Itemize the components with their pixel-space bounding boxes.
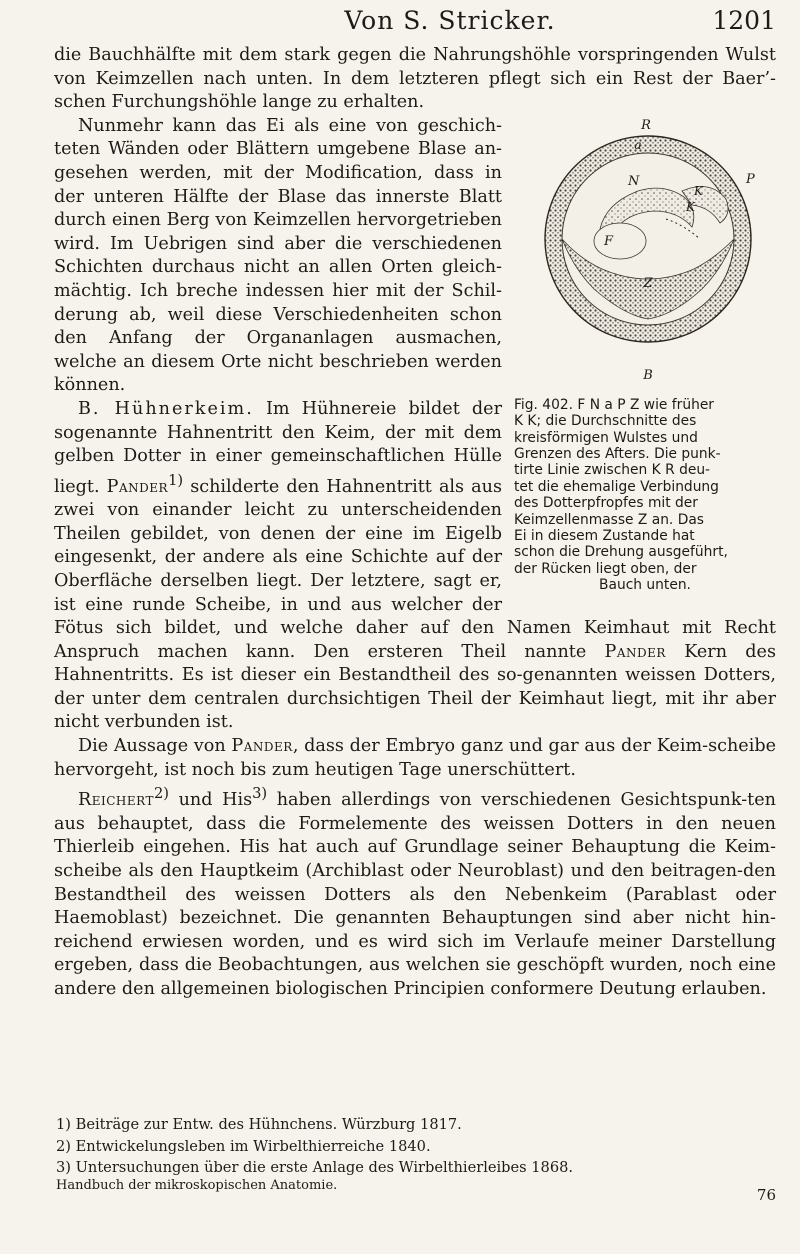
label-a: a <box>634 137 642 152</box>
egg-section-illustration <box>514 119 776 395</box>
label-f: F <box>604 233 614 249</box>
caption-line: der Rücken liegt oben, der <box>514 560 697 577</box>
footnote-ref: 1) <box>168 471 184 489</box>
cavity-f <box>594 223 646 259</box>
label-k-upper: K <box>694 183 703 198</box>
caption-line: des Dotterpfropfes mit der <box>514 495 698 512</box>
label-r: R <box>641 118 651 133</box>
caption-line: kreisförmigen Wulstes und <box>514 429 698 446</box>
figure-402 <box>514 119 776 594</box>
caption-line: tirte Linie zwischen K R deu- <box>514 462 711 479</box>
page-number: 1201 <box>712 6 776 35</box>
footnotes <box>56 1114 776 1179</box>
caption-line: Keimzellenmasse Z an. Das <box>514 511 704 528</box>
label-p: P <box>746 171 755 187</box>
running-head <box>0 4 800 44</box>
caption-line: schon die Drehung ausgeführt, <box>514 544 728 561</box>
book-title: Handbuch der mikroskopischen Anatomie. <box>56 1178 338 1193</box>
paragraph-2: Nunmehr kann das Ei als eine von geschich-teten Wänden oder Blättern umgebene Blase an-gesehen werden, mit der Modification, dass in der unteren Hälfte der Blase das innerste Blatt durch einen Berg von Keimzellen hervorgetrieben wird. Im Uebrigen sind aber die verschiedenen Schichten durchaus nicht an allen Orten gleich-mächtig. Ich breche indessen hier mit der Schil-derung ab, weil diese Verschiedenheiten schon den Anfang der Organanlagen ausmachen, welche an diesem Orte nicht beschrieben werden können. <box>54 115 502 396</box>
footnote-ref: 3) <box>252 785 268 803</box>
footnote: 1) Beiträge zur Entw. des Hühnchens. Würzburg 1817. <box>56 1116 462 1133</box>
body-text <box>54 44 776 1001</box>
author-pander: Pander <box>106 476 169 497</box>
caption-line: Grenzen des Afters. Die punk- <box>514 446 721 462</box>
figure-caption <box>514 397 776 594</box>
paragraph-3: B. Hühnerkeim. Im Hühnereie bildet der sogenannte Hahnentritt den Keim, der mit dem gelben Dotter in einer gemeinschaftlichen Hülle liegt. Pander$^{1)}$ schilderte den Hahnentritt als aus zwei von einander leicht zu unterscheidenden Theilen gebildet, von denen der eine im Eigelb eingesenkt, der andere als eine Schichte auf der Oberfläche derselben liegt. Der letztere, sagt er, ist eine runde Scheibe, in und aus welcher der Fötus sich bildet, und welche daher auf den Namen Keimhaut mit Recht Anspruch machen kann. Den ersteren Theil nannte Pander Kern des Hahnentritts. Es ist dieser ein Bestandtheil des so-genannten weissen Dotters, der unter dem centralen durchsichtigen Theil der Keimhaut liegt, mit ihr aber nicht verbunden ist. <box>54 398 776 733</box>
label-k-lower: K <box>686 199 695 214</box>
footnote: 3) Untersuchungen über die erste Anlage des Wirbelthierleibes 1868. <box>56 1159 574 1176</box>
sheet-signature: 76 <box>756 1186 776 1204</box>
label-z: Z <box>643 275 653 291</box>
footnote-ref: 2) <box>153 785 170 803</box>
running-head-title: Von S. Stricker. <box>344 6 556 35</box>
section-heading: B. Hühnerkeim. <box>78 398 254 419</box>
caption-line: Fig. 402. F N a P Z wie früher <box>514 396 714 413</box>
author-pander: Pander <box>231 736 293 757</box>
paragraph-4: Die Aussage von Pander, dass der Embryo ganz und gar aus der Keim-scheibe hervorgeht, ist noch bis zum heutigen Tage unerschüttert. <box>54 736 777 780</box>
caption-line: Bauch unten. <box>599 577 691 594</box>
caption-line: Ei in diesem Zustande hat <box>514 528 695 545</box>
footnote: 2) Entwickelungsleben im Wirbelthierreiche 1840. <box>56 1137 431 1155</box>
page-footer <box>56 1178 776 1204</box>
label-b: B <box>643 367 653 383</box>
author-pander: Pander <box>604 641 666 662</box>
caption-line: tet die ehemalige Verbindung <box>514 478 719 495</box>
paragraph-5: Reichert$^{2)}$ und His$^{3)}$ haben allerdings von verschiedenen Gesichtspunk-ten aus behauptet, dass die Formelemente des weissen Dotters in den neuen Thierleib eingehen. His hat auch auf Grundlage seiner Behauptung die Keim-scheibe als den Hauptkeim (Archiblast oder Neuroblast) und den beitragen-den Bestandtheil des weissen Dotters als den Nebenkeim (Parablast oder Haemoblast) bezeichnet. Die genannten Behauptungen sind aber nicht hin-reichend erwiesen worden, und es wird sich im Verlaufe meiner Darstellung ergeben, dass die Beobachtungen, aus welchen sie geschöpft wurden, noch eine andere den allgemeinen biologischen Principien conformere Deutung erlauben. <box>54 785 776 999</box>
paragraph-1: die Bauchhälfte mit dem stark gegen die Nahrungshöhle vorspringenden Wulst von Keimzellen nach unten. In dem letzteren pflegt sich ein Rest der Baer’-schen Furchungshöhle lange zu erhalten. <box>54 45 776 113</box>
label-n: N <box>628 173 640 189</box>
caption-line: K K; die Durchschnitte des <box>514 413 697 430</box>
author-reichert: Reichert <box>78 790 154 811</box>
